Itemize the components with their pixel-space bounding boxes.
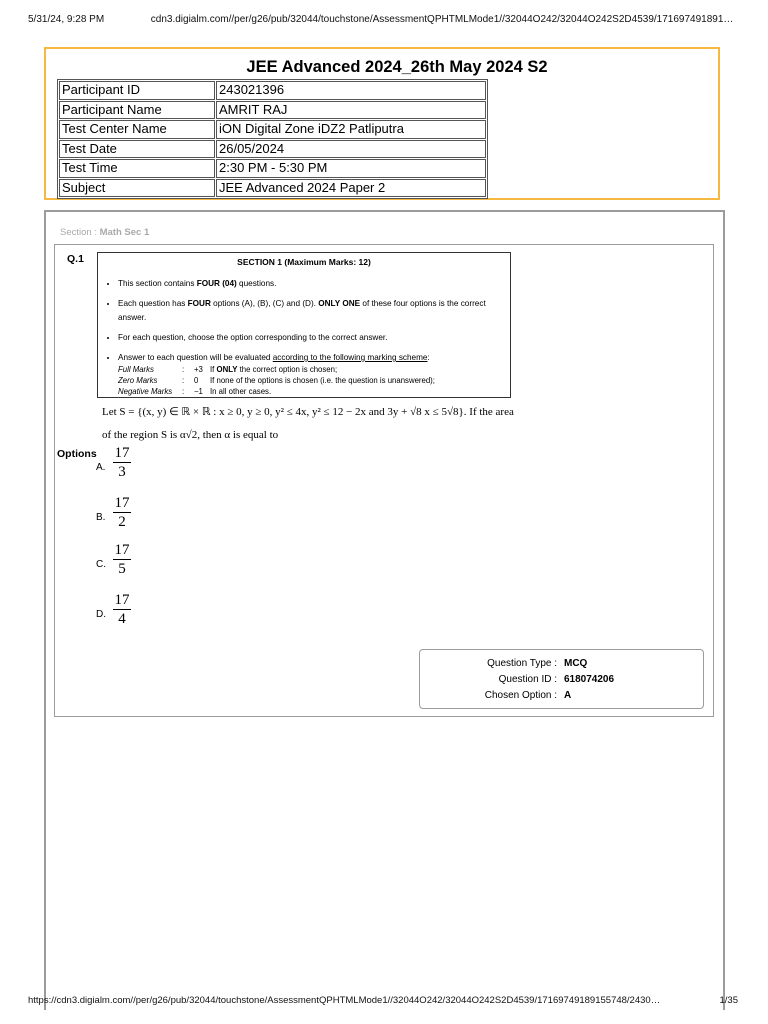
marking-desc: In all other cases. [210,387,272,396]
chosen-option-value: A [564,690,572,701]
instructions-title: SECTION 1 (Maximum Marks: 12) [237,257,371,267]
section-prefix: Section : [60,227,97,238]
question-type-label: Question Type : [487,658,557,669]
instruction-text: Answer to each question will be evaluated [118,353,273,362]
section-instructions [97,252,511,398]
subject-label: Subject [59,179,215,198]
option-letter: C. [96,559,106,570]
marking-name: Negative Marks [118,387,173,396]
exam-title: JEE Advanced 2024_26th May 2024 S2 [246,58,548,76]
marking-desc: If none of the options is chosen (i.e. the question is unanswered); [210,376,435,385]
question-id-value: 618074206 [564,674,615,685]
fraction-numerator: 17 [114,592,130,608]
marking-value: 0 [194,376,199,385]
participant-name-value: AMRIT RAJ [216,101,486,120]
instruction-item [118,297,510,325]
table-row [59,179,486,198]
fraction-numerator: 17 [114,542,130,558]
marking-desc-text: the correct option is chosen; [237,365,338,374]
section-name: Math Sec 1 [99,227,150,238]
marking-desc-text: If [210,365,217,374]
option-letter: B. [96,512,106,523]
instruction-text: Each question has [118,299,188,308]
option-fraction [112,541,132,579]
instruction-item [118,351,510,397]
marking-sep: : [182,365,185,374]
test-time-value: 2:30 PM - 5:30 PM [216,159,486,178]
marking-desc-bold: ONLY [216,365,238,374]
instruction-text: This section contains [118,279,197,288]
test-center-value: iON Digital Zone iDZ2 Patliputra [216,120,486,139]
marking-value: −1 [194,387,203,396]
section-label [60,227,149,238]
marking-name: Zero Marks [118,376,158,385]
test-center-label: Test Center Name [59,120,215,139]
page-number: 1/35 [719,995,738,1006]
participant-name-label: Participant Name [59,101,215,120]
participant-table [57,79,488,199]
instruction-item [118,277,510,291]
marking-sep: : [182,376,185,385]
question-text [102,401,522,447]
question-text-line: of the region S is α√2, then α is equal to [102,429,279,441]
exam-info-box [44,47,720,200]
question-type-value: MCQ [564,658,588,669]
marking-desc [210,364,510,375]
test-time-label: Test Time [59,159,215,178]
instruction-underlined: according to the following marking scheme [272,353,428,362]
fraction-numerator: 17 [114,495,130,511]
fraction-denominator: 4 [118,611,126,627]
marking-sep: : [182,387,185,396]
table-row [59,120,486,139]
question-text-line: Let S = {(x, y) ∈ ℝ × ℝ : x ≥ 0, y ≥ 0, y² ≤ 4x, y² ≤ 12 − 2x and 3y + √8 x ≤ 5√8}. If the area [102,406,514,418]
instruction-item [118,331,510,345]
instruction-text: : [427,353,430,362]
table-row [59,140,486,159]
table-row [59,159,486,178]
marking-value: +3 [194,365,203,374]
option-fraction [112,494,132,532]
option-fraction [112,591,132,629]
instruction-text: For each question, choose the option corresponding to the correct answer. [118,333,388,342]
print-footer [28,995,738,1009]
instruction-bold: FOUR [187,299,211,308]
table-row [59,81,486,100]
question-id-label: Question ID : [498,674,557,685]
marking-name: Full Marks [118,365,154,374]
instruction-text: of these four options is the correct answer. [118,299,486,322]
options-label: Options [57,448,97,460]
chosen-option-label: Chosen Option : [484,690,557,701]
fraction-denominator: 2 [118,514,126,530]
marking-scheme [118,364,510,397]
question-meta-box [419,649,704,709]
table-row [59,101,486,120]
print-footer-url[interactable]: https://cdn3.digialm.com//per/g26/pub/32044/touchstone/AssessmentQPHTMLMode1//32044O242/32044O242S2D4539/17169749189155748/2430… [28,995,661,1006]
question-type-row [420,658,703,672]
print-url: cdn3.digialm.com//per/g26/pub/32044/touchstone/AssessmentQPHTMLMode1//32044O242/32044O242S2D4539/171697491891… [150,14,734,25]
fraction-numerator: 17 [114,445,130,461]
participant-id-label: Participant ID [59,81,215,100]
option-letter: D. [96,609,106,620]
question-id-row [420,674,703,688]
chosen-option-row [420,690,703,704]
subject-value: JEE Advanced 2024 Paper 2 [216,179,486,198]
fraction-denominator: 3 [118,464,126,480]
instruction-bold: FOUR (04) [196,279,237,288]
fraction-denominator: 5 [118,561,126,577]
test-date-label: Test Date [59,140,215,159]
participant-id-value: 243021396 [216,81,486,100]
instruction-text: options (A), (B), (C) and (D). [210,299,319,308]
instructions-list [98,277,510,397]
print-header [28,14,738,25]
test-date-value: 26/05/2024 [216,140,486,159]
option-fraction [112,444,132,482]
print-date: 5/31/24, 9:28 PM [28,14,105,25]
question-number: Q.1 [67,253,84,265]
instruction-text: questions. [236,279,277,288]
instruction-bold: ONLY ONE [318,299,361,308]
option-letter: A. [96,462,106,473]
